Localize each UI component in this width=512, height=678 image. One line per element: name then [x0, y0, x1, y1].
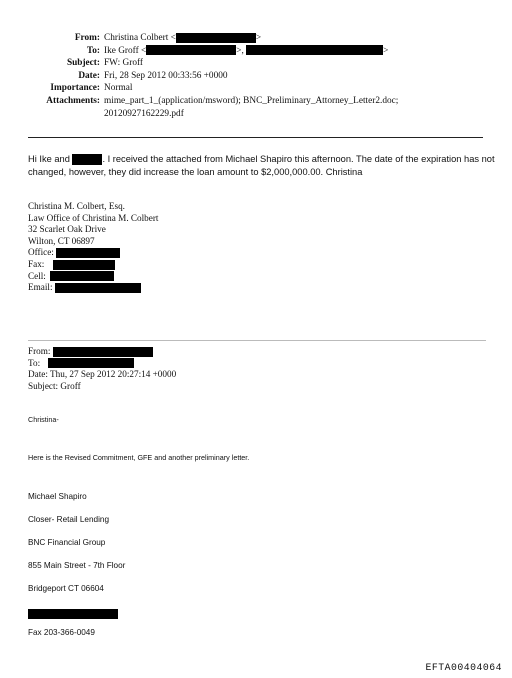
sig-city: Wilton, CT 06897: [28, 235, 95, 246]
date-label: Date:: [78, 70, 100, 81]
header-date-row: [0, 70, 512, 83]
intro-greeting: Hi Ike and: [28, 154, 70, 164]
header-importance-row: [0, 82, 512, 95]
closer-city: Bridgeport CT 06604: [28, 584, 104, 593]
header-attachments-row: [0, 95, 512, 120]
redaction-bar: [53, 260, 115, 270]
forwarded-header: [28, 346, 176, 392]
document-id: EFTA00404064: [425, 662, 502, 673]
sig-fax-row: [28, 259, 158, 271]
email-label: Email:: [28, 282, 53, 293]
to-separator: >,: [236, 45, 244, 56]
fax-label: Fax:: [28, 258, 45, 269]
sig-name: Christina M. Colbert, Esq.: [28, 201, 125, 211]
closer-company: BNC Financial Group: [28, 538, 106, 547]
importance-value: Normal: [104, 83, 133, 94]
subject-value: FW: Groff: [104, 58, 143, 69]
attachment-list-line2: 20120927162229.pdf: [104, 108, 184, 119]
redaction-bar: [50, 271, 114, 281]
redaction-bar: [28, 609, 118, 619]
redaction-bar: [72, 154, 102, 165]
redaction-bar: [176, 33, 256, 43]
header-divider: [28, 137, 483, 138]
redaction-bar: [48, 358, 134, 368]
attachment-list-line1: mime_part_1_(application/msword); BNC_Preliminary_Attorney_Letter2.doc;: [104, 95, 399, 106]
cell-label: Cell:: [28, 270, 46, 281]
attachments-label: Attachments:: [46, 95, 100, 106]
from-value: Christina Colbert <: [104, 33, 176, 43]
to-label: To:: [86, 45, 100, 56]
redaction-bar: [55, 283, 141, 293]
importance-label: Importance:: [50, 83, 100, 94]
redaction-bar: [53, 347, 153, 357]
closer-name: Michael Shapiro: [28, 492, 87, 501]
subject-label: Subject:: [66, 58, 100, 69]
intro-message: [28, 153, 498, 180]
closer-redacted-line: [28, 605, 118, 623]
fwd-from-row: [28, 346, 176, 358]
email-header: [0, 32, 512, 120]
redaction-bar: [246, 45, 383, 55]
header-from-row: [0, 32, 512, 45]
date-value: Fri, 28 Sep 2012 00:33:56 +0000: [104, 70, 228, 81]
message-body: Here is the Revised Commitment, GFE and another preliminary letter.: [28, 453, 250, 462]
to-value: Ike Groff <: [104, 45, 147, 56]
from-label: From:: [74, 33, 100, 43]
fwd-to-row: [28, 358, 176, 370]
to-close: >: [383, 45, 389, 56]
redaction-bar: [146, 45, 236, 55]
sig-office-row: [28, 247, 158, 259]
fwd-date-line: Date: Thu, 27 Sep 2012 20:27:14 +0000: [28, 369, 177, 380]
sig-street: 32 Scarlet Oak Drive: [28, 224, 106, 235]
redaction-bar: [56, 248, 120, 258]
sig-email-row: [28, 282, 158, 294]
message-greeting: Christina-: [28, 415, 59, 424]
sig-office-name: Law Office of Christina M. Colbert: [28, 212, 159, 223]
sender-signature-block: [28, 201, 158, 294]
fwd-subject-line: Subject: Groff: [28, 380, 81, 391]
closer-fax: Fax 203-366-0049: [28, 628, 95, 637]
header-to-row: [0, 45, 512, 58]
office-label: Office:: [28, 247, 54, 258]
closer-street: 855 Main Street - 7th Floor: [28, 561, 126, 570]
fwd-from-label: From:: [28, 346, 51, 356]
from-close: >: [255, 33, 262, 43]
closer-title: Closer- Retail Lending: [28, 515, 110, 524]
intro-text: . I received the attached from Michael Shapiro this afternoon. The date of the expiration has not changed, however, they did increase the loan amount to $2,000,000.00. Christina: [28, 154, 495, 178]
fwd-to-label: To:: [28, 357, 41, 368]
forward-divider: [28, 340, 486, 341]
header-subject-row: [0, 57, 512, 70]
sig-cell-row: [28, 271, 158, 283]
